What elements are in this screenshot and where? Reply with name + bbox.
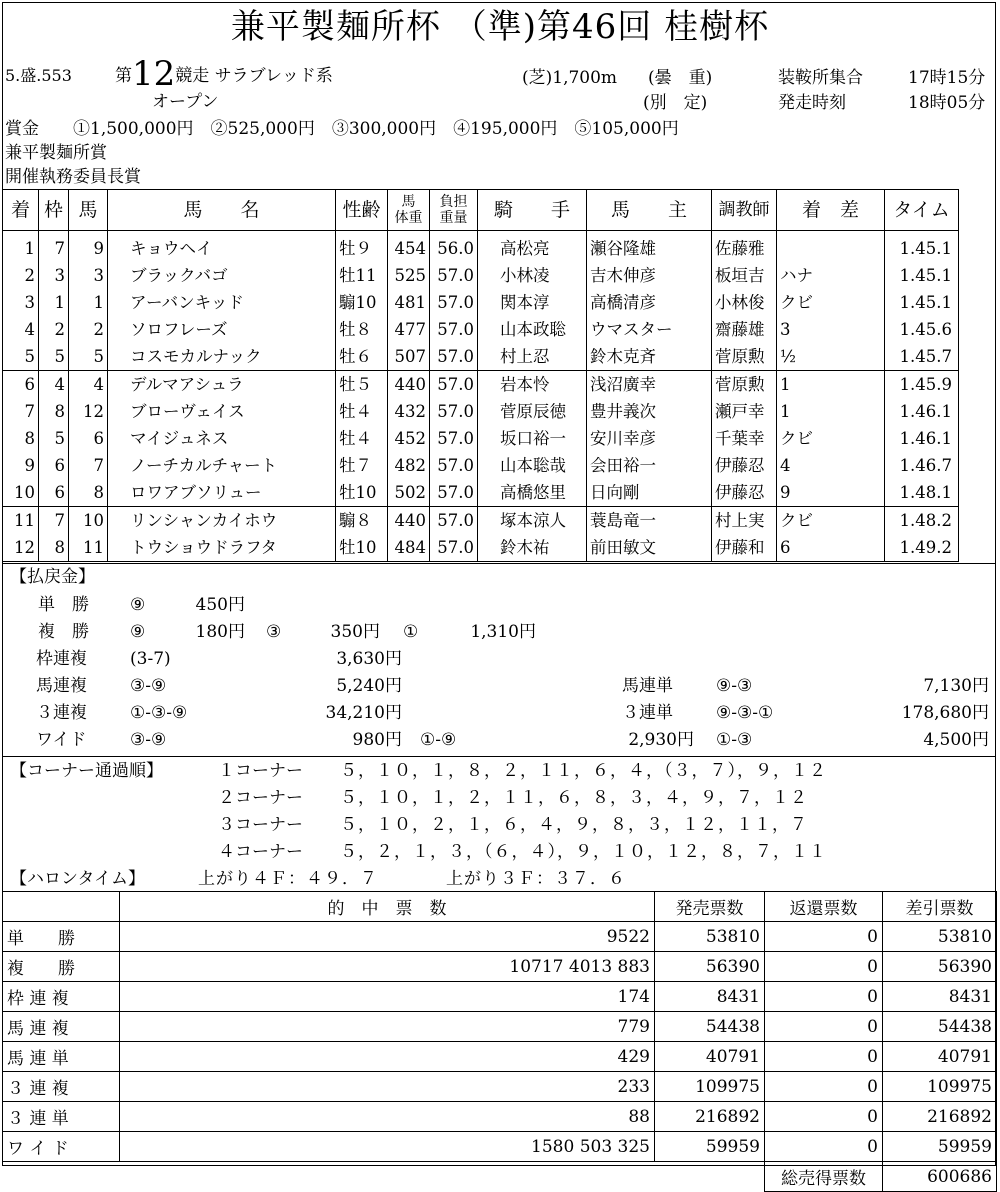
col-header-name: 馬 名 [108, 190, 336, 231]
cell-weight: 507 [388, 343, 430, 371]
trifecta-label: ３連単 [622, 703, 673, 723]
cell-pos: 7 [3, 398, 39, 425]
ticket-cell-net: 109975 [883, 1072, 997, 1102]
ticket-cell-refund: 0 [765, 1102, 883, 1132]
place-amount-1: 180円 [195, 622, 245, 642]
cell-owner: 吉木伸彦 [587, 262, 712, 289]
cell-load: 57.0 [430, 371, 478, 399]
course-distance: (芝)1,700m [522, 68, 618, 88]
cell-name: トウショウドラフタ [108, 534, 336, 562]
ticket-cell-type: 複 勝 [3, 952, 120, 982]
ticket-cell-type: 馬 連 複 [3, 1012, 120, 1042]
cell-waku: 8 [39, 398, 69, 425]
col-header-weight-l2: 体重 [394, 210, 423, 226]
cell-margin: クビ [777, 289, 885, 316]
quinella-amount: 5,240円 [336, 676, 402, 696]
ticket-cell-sold: 56390 [655, 952, 765, 982]
cell-owner: 日向剛 [587, 479, 712, 507]
cell-pos: 4 [3, 316, 39, 343]
cell-sex-age: 牡４ [336, 425, 388, 452]
cell-jockey: 小林凌 [478, 262, 587, 289]
cell-jockey: 高松亮 [478, 231, 587, 263]
ticket-cell-sold: 53810 [655, 922, 765, 952]
quinella-combo: ③-⑨ [130, 676, 167, 696]
cell-jockey: 鈴木祐 [478, 534, 587, 562]
ticket-cell-net: 54438 [883, 1012, 997, 1042]
ticket-cell-hits: 233 [120, 1072, 655, 1102]
last-3f: 上がり３Ｆ：３７．６ [446, 869, 626, 889]
cell-pos: 1 [3, 231, 39, 263]
cell-weight: 452 [388, 425, 430, 452]
ticket-cell-hits: 88 [120, 1102, 655, 1132]
cell-pos: 5 [3, 343, 39, 371]
cell-time: 1.46.1 [885, 425, 959, 452]
divider [2, 756, 996, 757]
cell-owner: ウマスター [587, 316, 712, 343]
result-row [3, 262, 959, 289]
ticket-cell-sold: 54438 [655, 1012, 765, 1042]
ticket-row [3, 1132, 997, 1162]
ticket-row [3, 1102, 997, 1132]
ticket-header-blank [3, 892, 120, 922]
cell-name: ブローヴェイス [108, 398, 336, 425]
cell-time: 1.45.1 [885, 289, 959, 316]
cell-load: 57.0 [430, 289, 478, 316]
win-amount: 450円 [195, 595, 245, 615]
trifecta-combo: ⑨-③-① [716, 703, 774, 723]
cell-jockey: 関本淳 [478, 289, 587, 316]
cell-num: 1 [69, 289, 108, 316]
cell-name: キョウヘイ [108, 231, 336, 263]
wide-label: ワイド [36, 730, 87, 750]
cell-owner: 前田敏文 [587, 534, 712, 562]
cell-jockey: 坂口裕一 [478, 425, 587, 452]
cell-sex-age: 牡４ [336, 398, 388, 425]
cell-sex-age: 牡７ [336, 452, 388, 479]
cell-jockey: 岩本怜 [478, 371, 587, 399]
ticket-cell-net: 40791 [883, 1042, 997, 1072]
ticket-cell-sold: 8431 [655, 982, 765, 1012]
result-row [3, 507, 959, 535]
ticket-cell-hits: 429 [120, 1042, 655, 1072]
place-combo-2: ③ [266, 622, 282, 642]
cell-waku: 6 [39, 452, 69, 479]
cell-waku: 7 [39, 507, 69, 535]
wide-amount-1: 980円 [352, 730, 402, 750]
result-row [3, 343, 959, 371]
cell-waku: 4 [39, 371, 69, 399]
cell-weight: 484 [388, 534, 430, 562]
cell-waku: 7 [39, 231, 69, 263]
race-breed: 競走 サラブレッド系 [175, 66, 333, 86]
cell-pos: 11 [3, 507, 39, 535]
cell-sex-age: 牡６ [336, 343, 388, 371]
cell-owner: 豊井義次 [587, 398, 712, 425]
cell-jockey: 高橋悠里 [478, 479, 587, 507]
cell-num: 12 [69, 398, 108, 425]
cell-sex-age: 牡10 [336, 534, 388, 562]
cell-time: 1.48.1 [885, 479, 959, 507]
ticket-cell-net: 59959 [883, 1132, 997, 1162]
place-combo-3: ① [403, 622, 419, 642]
cell-sex-age: 牡８ [336, 316, 388, 343]
cell-pos: 2 [3, 262, 39, 289]
cell-sex-age: 騸８ [336, 507, 388, 535]
cell-sex-age: 牡５ [336, 371, 388, 399]
cell-time: 1.46.7 [885, 452, 959, 479]
cell-pos: 12 [3, 534, 39, 562]
corner-heading: 【コーナー通過順】 [10, 761, 163, 781]
cell-time: 1.45.1 [885, 231, 959, 263]
payout-heading: 【払戻金】 [10, 567, 95, 587]
cell-load: 57.0 [430, 479, 478, 507]
result-row [3, 231, 959, 263]
ticket-total-blank [3, 1162, 765, 1192]
wide-combo-1: ③-⑨ [130, 730, 167, 750]
cell-weight: 477 [388, 316, 430, 343]
result-row [3, 371, 959, 399]
cell-name: ロワアブソリュー [108, 479, 336, 507]
cell-time: 1.45.1 [885, 262, 959, 289]
cell-time: 1.45.9 [885, 371, 959, 399]
ticket-header-hits: 的 中 票 数 [120, 892, 655, 922]
col-header-pos: 着 [3, 190, 39, 231]
col-header-margin: 着 差 [777, 190, 885, 231]
cell-weight: 432 [388, 398, 430, 425]
cell-jockey: 山本政聡 [478, 316, 587, 343]
cell-sex-age: 牡９ [336, 231, 388, 263]
ticket-row [3, 1072, 997, 1102]
wide-combo-3: ①-③ [716, 730, 753, 750]
ticket-cell-sold: 59959 [655, 1132, 765, 1162]
page-title: 兼平製麺所杯 （準)第46回 桂樹杯 [230, 7, 770, 47]
cell-load: 57.0 [430, 507, 478, 535]
cell-weight: 481 [388, 289, 430, 316]
col-header-load-l1: 負担 [439, 194, 468, 210]
cell-num: 10 [69, 507, 108, 535]
result-row [3, 534, 959, 562]
ticket-cell-net: 53810 [883, 922, 997, 952]
cell-name: アーバンキッド [108, 289, 336, 316]
place-label: 複 勝 [38, 622, 89, 642]
col-header-waku: 枠 [39, 190, 69, 231]
ticket-row [3, 952, 997, 982]
ticket-total-value: 600686 [883, 1162, 997, 1192]
trio-label: ３連複 [36, 703, 87, 723]
cell-trainer: 伊藤忍 [712, 479, 777, 507]
cell-jockey: 塚本涼人 [478, 507, 587, 535]
cell-weight: 440 [388, 507, 430, 535]
ticket-cell-hits: 779 [120, 1012, 655, 1042]
result-row [3, 316, 959, 343]
divider [2, 563, 996, 564]
ticket-header-sold: 発売票数 [655, 892, 765, 922]
place-amount-3: 1,310円 [470, 622, 536, 642]
ticket-cell-net: 8431 [883, 982, 997, 1012]
cell-num: 5 [69, 343, 108, 371]
ticket-cell-type: ３ 連 複 [3, 1072, 120, 1102]
col-header-load-l2: 重量 [439, 210, 468, 226]
corner-3-order: ５，１０，２，１，６，４，９，８，３，１２，１１，７ [340, 815, 808, 835]
cell-margin: ½ [777, 343, 885, 371]
cell-trainer: 齋藤雄 [712, 316, 777, 343]
cell-waku: 5 [39, 425, 69, 452]
cell-num: 7 [69, 452, 108, 479]
trio-combo: ①-③-⑨ [130, 703, 188, 723]
cell-margin: 4 [777, 452, 885, 479]
cell-owner: 高橋清彦 [587, 289, 712, 316]
cell-time: 1.46.1 [885, 398, 959, 425]
last-4f: 上がり４Ｆ：４９．７ [198, 869, 378, 889]
cell-weight: 525 [388, 262, 430, 289]
ticket-cell-sold: 40791 [655, 1042, 765, 1072]
cell-pos: 9 [3, 452, 39, 479]
result-row [3, 479, 959, 507]
ticket-cell-refund: 0 [765, 952, 883, 982]
cell-num: 2 [69, 316, 108, 343]
cell-weight: 482 [388, 452, 430, 479]
cell-margin: 6 [777, 534, 885, 562]
race-number: 12 [132, 54, 176, 94]
cell-name: リンシャンカイホウ [108, 507, 336, 535]
award-2: 開催執務委員長賞 [5, 167, 141, 187]
cell-weight: 454 [388, 231, 430, 263]
corner-4-label: ４コーナー [218, 842, 303, 862]
cell-name: コスモカルナック [108, 343, 336, 371]
cell-waku: 6 [39, 479, 69, 507]
cell-load: 56.0 [430, 231, 478, 263]
cell-num: 6 [69, 425, 108, 452]
cell-load: 57.0 [430, 425, 478, 452]
ticket-cell-type: 単 勝 [3, 922, 120, 952]
cell-jockey: 村上忍 [478, 343, 587, 371]
cell-jockey: 菅原辰徳 [478, 398, 587, 425]
cell-weight: 440 [388, 371, 430, 399]
exacta-amount: 7,130円 [923, 676, 989, 696]
cell-trainer: 小林俊 [712, 289, 777, 316]
cell-time: 1.45.7 [885, 343, 959, 371]
ticket-cell-refund: 0 [765, 1012, 883, 1042]
cell-trainer: 佐藤雅 [712, 231, 777, 263]
race-no-prefix: 第 [115, 66, 132, 86]
corner-3-label: ３コーナー [218, 815, 303, 835]
cell-sex-age: 牡11 [336, 262, 388, 289]
weight-condition: (別 定) [643, 93, 708, 113]
prize-money: 賞金 ①1,500,000円 ②525,000円 ③300,000円 ④195,000円 ⑤105,000円 [5, 119, 679, 139]
cell-owner: 鈴木克斉 [587, 343, 712, 371]
result-row [3, 398, 959, 425]
wide-combo-2: ①-⑨ [420, 730, 457, 750]
ticket-row [3, 1012, 997, 1042]
ticket-cell-hits: 9522 [120, 922, 655, 952]
cell-load: 57.0 [430, 316, 478, 343]
ticket-cell-net: 216892 [883, 1102, 997, 1132]
cell-time: 1.49.2 [885, 534, 959, 562]
ticket-cell-net: 56390 [883, 952, 997, 982]
trio-amount: 34,210円 [325, 703, 402, 723]
cell-pos: 10 [3, 479, 39, 507]
cell-num: 3 [69, 262, 108, 289]
cell-trainer: 板垣吉 [712, 262, 777, 289]
cell-waku: 8 [39, 534, 69, 562]
ticket-cell-hits: 174 [120, 982, 655, 1012]
col-header-time: タイム [885, 190, 959, 231]
cell-load: 57.0 [430, 452, 478, 479]
wide-amount-3: 4,500円 [923, 730, 989, 750]
col-header-trainer: 調教師 [712, 190, 777, 231]
ticket-cell-refund: 0 [765, 1042, 883, 1072]
start-time: 18時05分 [908, 93, 986, 113]
result-row [3, 452, 959, 479]
win-label: 単 勝 [38, 595, 89, 615]
trifecta-amount: 178,680円 [901, 703, 989, 723]
cell-weight: 502 [388, 479, 430, 507]
ticket-cell-hits: 1580 503 325 [120, 1132, 655, 1162]
ticket-cell-type: 馬 連 単 [3, 1042, 120, 1072]
cell-load: 57.0 [430, 343, 478, 371]
ticket-total-label: 総売得票数 [765, 1162, 883, 1192]
ticket-cell-refund: 0 [765, 982, 883, 1012]
corner-1-order: ５，１０，１，８，２，１１，６，４，（３，７），９，１２ [340, 761, 827, 781]
place-combo-1: ⑨ [130, 622, 146, 642]
cell-waku: 5 [39, 343, 69, 371]
bracket-label: 枠連複 [36, 649, 87, 669]
cell-name: ソロフレーズ [108, 316, 336, 343]
cell-margin: 1 [777, 398, 885, 425]
exacta-label: 馬連単 [622, 676, 673, 696]
cell-trainer: 伊藤忍 [712, 452, 777, 479]
ticket-header-net: 差引票数 [883, 892, 997, 922]
cell-num: 8 [69, 479, 108, 507]
cell-num: 9 [69, 231, 108, 263]
ticket-cell-type: 枠 連 複 [3, 982, 120, 1012]
cell-trainer: 菅原勲 [712, 343, 777, 371]
race-code: 5.盛.553 [5, 66, 72, 85]
ticket-total-row [3, 1162, 997, 1192]
cell-margin: 9 [777, 479, 885, 507]
ticket-row [3, 982, 997, 1012]
corner-4-order: ５，２，１，３，（６，４），９，１０，１２，８，７，１１ [340, 842, 827, 862]
result-row [3, 425, 959, 452]
cell-name: マイジュネス [108, 425, 336, 452]
col-header-weight [388, 190, 430, 231]
ticket-sales-table [2, 891, 997, 1192]
ticket-cell-refund: 0 [765, 1132, 883, 1162]
cell-pos: 3 [3, 289, 39, 316]
col-header-sex-age: 性齢 [336, 190, 388, 231]
col-header-load [430, 190, 478, 231]
cell-owner: 浅沼廣幸 [587, 371, 712, 399]
race-class: オープン [152, 92, 219, 112]
ticket-cell-sold: 109975 [655, 1072, 765, 1102]
cell-margin: クビ [777, 425, 885, 452]
place-amount-2: 350円 [330, 622, 380, 642]
cell-margin [777, 231, 885, 263]
result-row [3, 289, 959, 316]
bracket-combo: (3-7) [130, 649, 171, 669]
cell-pos: 6 [3, 371, 39, 399]
cell-time: 1.48.2 [885, 507, 959, 535]
cell-load: 57.0 [430, 398, 478, 425]
assemble-label: 装鞍所集合 [778, 68, 863, 88]
cell-margin: クビ [777, 507, 885, 535]
cell-name: ノーチカルチャート [108, 452, 336, 479]
results-table [2, 189, 959, 562]
ticket-cell-type: ３ 連 単 [3, 1102, 120, 1132]
col-header-jockey: 騎 手 [478, 190, 587, 231]
ticket-cell-type: ワ イ ド [3, 1132, 120, 1162]
cell-owner: 安川幸彦 [587, 425, 712, 452]
ticket-row [3, 922, 997, 952]
ticket-row [3, 1042, 997, 1072]
wide-amount-2: 2,930円 [628, 730, 694, 750]
cell-waku: 1 [39, 289, 69, 316]
furlong-heading: 【ハロンタイム】 [10, 869, 145, 889]
cell-margin: ハナ [777, 262, 885, 289]
weather-track: (曇 重) [648, 68, 713, 88]
race-number-line [115, 54, 333, 94]
bracket-amount: 3,630円 [336, 649, 402, 669]
col-header-weight-l1: 馬 [401, 194, 416, 210]
quinella-label: 馬連複 [36, 676, 87, 696]
ticket-header-row [3, 892, 997, 922]
results-header-row [3, 190, 959, 231]
assemble-time: 17時15分 [908, 68, 986, 88]
cell-time: 1.45.6 [885, 316, 959, 343]
ticket-cell-refund: 0 [765, 922, 883, 952]
ticket-cell-hits: 10717 4013 883 [120, 952, 655, 982]
cell-name: ブラックバゴ [108, 262, 336, 289]
cell-load: 57.0 [430, 262, 478, 289]
cell-trainer: 千葉幸 [712, 425, 777, 452]
cell-sex-age: 牡10 [336, 479, 388, 507]
ticket-header-refund: 返還票数 [765, 892, 883, 922]
cell-sex-age: 騸10 [336, 289, 388, 316]
cell-jockey: 山本聡哉 [478, 452, 587, 479]
cell-trainer: 瀬戸幸 [712, 398, 777, 425]
cell-owner: 瀬谷隆雄 [587, 231, 712, 263]
corner-2-order: ５，１０，１，２，１１，６，８，３，４，９，７，１２ [340, 788, 808, 808]
award-1: 兼平製麺所賞 [5, 143, 107, 163]
cell-num: 11 [69, 534, 108, 562]
ticket-cell-refund: 0 [765, 1072, 883, 1102]
cell-num: 4 [69, 371, 108, 399]
cell-margin: 1 [777, 371, 885, 399]
cell-pos: 8 [3, 425, 39, 452]
exacta-combo: ⑨-③ [716, 676, 753, 696]
cell-trainer: 伊藤和 [712, 534, 777, 562]
cell-load: 57.0 [430, 534, 478, 562]
start-label: 発走時刻 [778, 93, 846, 113]
cell-trainer: 菅原勲 [712, 371, 777, 399]
corner-1-label: １コーナー [218, 761, 303, 781]
col-header-owner: 馬 主 [587, 190, 712, 231]
ticket-cell-sold: 216892 [655, 1102, 765, 1132]
cell-owner: 蓑島竜一 [587, 507, 712, 535]
cell-owner: 会田裕一 [587, 452, 712, 479]
cell-name: デルマアシュラ [108, 371, 336, 399]
cell-trainer: 村上実 [712, 507, 777, 535]
cell-waku: 2 [39, 316, 69, 343]
corner-2-label: ２コーナー [218, 788, 303, 808]
cell-waku: 3 [39, 262, 69, 289]
cell-margin: 3 [777, 316, 885, 343]
col-header-num: 馬 [69, 190, 108, 231]
win-combo: ⑨ [130, 595, 146, 615]
